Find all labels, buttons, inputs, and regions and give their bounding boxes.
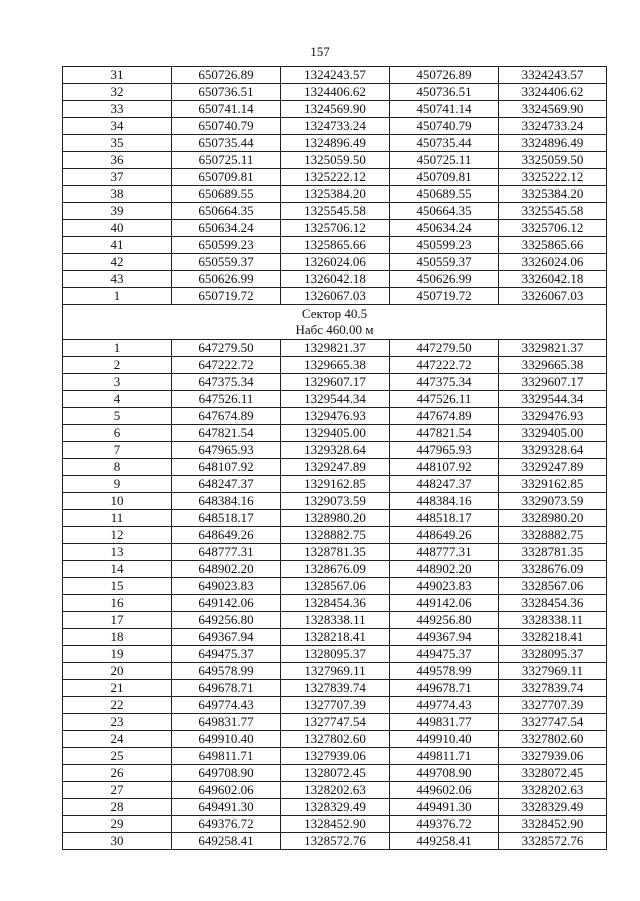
y-coord-cell: 1328095.37 xyxy=(281,646,390,663)
y-coord-cell: 1329328.64 xyxy=(281,442,390,459)
y-coord-alt-cell: 3328202.63 xyxy=(499,782,607,799)
point-number-cell: 14 xyxy=(63,561,172,578)
y-coord-alt-cell: 3326024.06 xyxy=(499,254,607,271)
y-coord-cell: 1327839.74 xyxy=(281,680,390,697)
table-row xyxy=(63,84,607,101)
y-coord-cell: 1325865.66 xyxy=(281,237,390,254)
table-row xyxy=(63,442,607,459)
x-coord-cell: 650719.72 xyxy=(172,288,281,305)
table-row xyxy=(63,595,607,612)
y-coord-alt-cell: 3324569.90 xyxy=(499,101,607,118)
point-number-cell: 41 xyxy=(63,237,172,254)
y-coord-cell: 1328452.90 xyxy=(281,816,390,833)
x-coord-alt-cell: 448384.16 xyxy=(390,493,499,510)
x-coord-cell: 649258.41 xyxy=(172,833,281,850)
point-number-cell: 15 xyxy=(63,578,172,595)
page-number: 157 xyxy=(310,44,330,59)
y-coord-alt-cell: 3329544.34 xyxy=(499,391,607,408)
x-coord-cell: 650709.81 xyxy=(172,169,281,186)
y-coord-cell: 1329247.89 xyxy=(281,459,390,476)
x-coord-cell: 648107.92 xyxy=(172,459,281,476)
y-coord-cell: 1326024.06 xyxy=(281,254,390,271)
x-coord-cell: 650626.99 xyxy=(172,271,281,288)
x-coord-cell: 650664.35 xyxy=(172,203,281,220)
y-coord-cell: 1328781.35 xyxy=(281,544,390,561)
section-subtitle: Набс 460.00 м xyxy=(295,322,374,337)
table-row xyxy=(63,254,607,271)
x-coord-alt-cell: 450559.37 xyxy=(390,254,499,271)
y-coord-alt-cell: 3329247.89 xyxy=(499,459,607,476)
x-coord-cell: 650741.14 xyxy=(172,101,281,118)
x-coord-cell: 647279.50 xyxy=(172,340,281,357)
table-row xyxy=(63,663,607,680)
y-coord-cell: 1328218.41 xyxy=(281,629,390,646)
point-number-cell: 39 xyxy=(63,203,172,220)
table-body-top xyxy=(63,67,607,305)
y-coord-alt-cell: 3325059.50 xyxy=(499,152,607,169)
x-coord-alt-cell: 450689.55 xyxy=(390,186,499,203)
table-row xyxy=(63,646,607,663)
y-coord-cell: 1328980.20 xyxy=(281,510,390,527)
y-coord-cell: 1327802.60 xyxy=(281,731,390,748)
point-number-cell: 9 xyxy=(63,476,172,493)
x-coord-cell: 650740.79 xyxy=(172,118,281,135)
x-coord-cell: 648902.20 xyxy=(172,561,281,578)
y-coord-alt-cell: 3327747.54 xyxy=(499,714,607,731)
point-number-cell: 1 xyxy=(63,288,172,305)
y-coord-alt-cell: 3324733.24 xyxy=(499,118,607,135)
x-coord-cell: 649602.06 xyxy=(172,782,281,799)
y-coord-alt-cell: 3328338.11 xyxy=(499,612,607,629)
x-coord-alt-cell: 448777.31 xyxy=(390,544,499,561)
table-row xyxy=(63,391,607,408)
point-number-cell: 8 xyxy=(63,459,172,476)
x-coord-alt-cell: 450719.72 xyxy=(390,288,499,305)
x-coord-cell: 647965.93 xyxy=(172,442,281,459)
y-coord-alt-cell: 3329607.17 xyxy=(499,374,607,391)
y-coord-alt-cell: 3325545.58 xyxy=(499,203,607,220)
point-number-cell: 22 xyxy=(63,697,172,714)
y-coord-cell: 1326042.18 xyxy=(281,271,390,288)
x-coord-cell: 649774.43 xyxy=(172,697,281,714)
point-number-cell: 18 xyxy=(63,629,172,646)
point-number-cell: 16 xyxy=(63,595,172,612)
y-coord-alt-cell: 3324896.49 xyxy=(499,135,607,152)
x-coord-cell: 649142.06 xyxy=(172,595,281,612)
point-number-cell: 3 xyxy=(63,374,172,391)
point-number-cell: 20 xyxy=(63,663,172,680)
x-coord-cell: 649491.30 xyxy=(172,799,281,816)
point-number-cell: 33 xyxy=(63,101,172,118)
x-coord-alt-cell: 449831.77 xyxy=(390,714,499,731)
table-row xyxy=(63,680,607,697)
table-row xyxy=(63,697,607,714)
y-coord-alt-cell: 3328095.37 xyxy=(499,646,607,663)
y-coord-alt-cell: 3328454.36 xyxy=(499,595,607,612)
x-coord-cell: 647674.89 xyxy=(172,408,281,425)
y-coord-cell: 1325706.12 xyxy=(281,220,390,237)
point-number-cell: 24 xyxy=(63,731,172,748)
y-coord-cell: 1324406.62 xyxy=(281,84,390,101)
table-row xyxy=(63,237,607,254)
x-coord-alt-cell: 447375.34 xyxy=(390,374,499,391)
y-coord-cell: 1329665.38 xyxy=(281,357,390,374)
x-coord-alt-cell: 450736.51 xyxy=(390,84,499,101)
x-coord-alt-cell: 447965.93 xyxy=(390,442,499,459)
table-row xyxy=(63,765,607,782)
table-row xyxy=(63,135,607,152)
point-number-cell: 12 xyxy=(63,527,172,544)
section-header xyxy=(63,305,607,340)
point-number-cell: 31 xyxy=(63,67,172,84)
x-coord-alt-cell: 449256.80 xyxy=(390,612,499,629)
x-coord-cell: 647375.34 xyxy=(172,374,281,391)
y-coord-alt-cell: 3327969.11 xyxy=(499,663,607,680)
table-row xyxy=(63,169,607,186)
y-coord-alt-cell: 3329162.85 xyxy=(499,476,607,493)
y-coord-cell: 1329405.00 xyxy=(281,425,390,442)
y-coord-cell: 1324243.57 xyxy=(281,67,390,84)
table-row xyxy=(63,544,607,561)
x-coord-cell: 650689.55 xyxy=(172,186,281,203)
y-coord-cell: 1328454.36 xyxy=(281,595,390,612)
point-number-cell: 28 xyxy=(63,799,172,816)
table-row xyxy=(63,101,607,118)
point-number-cell: 1 xyxy=(63,340,172,357)
x-coord-alt-cell: 448649.26 xyxy=(390,527,499,544)
y-coord-alt-cell: 3328980.20 xyxy=(499,510,607,527)
x-coord-alt-cell: 450626.99 xyxy=(390,271,499,288)
x-coord-cell: 650725.11 xyxy=(172,152,281,169)
x-coord-cell: 647821.54 xyxy=(172,425,281,442)
table-row xyxy=(63,67,607,84)
y-coord-cell: 1329607.17 xyxy=(281,374,390,391)
x-coord-cell: 649811.71 xyxy=(172,748,281,765)
point-number-cell: 43 xyxy=(63,271,172,288)
x-coord-alt-cell: 450664.35 xyxy=(390,203,499,220)
y-coord-alt-cell: 3325222.12 xyxy=(499,169,607,186)
y-coord-alt-cell: 3327802.60 xyxy=(499,731,607,748)
table-row xyxy=(63,271,607,288)
x-coord-alt-cell: 449811.71 xyxy=(390,748,499,765)
point-number-cell: 32 xyxy=(63,84,172,101)
table-row xyxy=(63,629,607,646)
point-number-cell: 6 xyxy=(63,425,172,442)
point-number-cell: 4 xyxy=(63,391,172,408)
table-row xyxy=(63,748,607,765)
y-coord-cell: 1328567.06 xyxy=(281,578,390,595)
y-coord-alt-cell: 3328072.45 xyxy=(499,765,607,782)
x-coord-cell: 650735.44 xyxy=(172,135,281,152)
y-coord-cell: 1329073.59 xyxy=(281,493,390,510)
x-coord-alt-cell: 449491.30 xyxy=(390,799,499,816)
table-row xyxy=(63,288,607,305)
table-row xyxy=(63,833,607,850)
table-row xyxy=(63,118,607,135)
y-coord-cell: 1327969.11 xyxy=(281,663,390,680)
y-coord-cell: 1328072.45 xyxy=(281,765,390,782)
table-row xyxy=(63,510,607,527)
x-coord-alt-cell: 450741.14 xyxy=(390,101,499,118)
section-cell xyxy=(63,305,607,340)
y-coord-alt-cell: 3329073.59 xyxy=(499,493,607,510)
y-coord-alt-cell: 3329665.38 xyxy=(499,357,607,374)
point-number-cell: 2 xyxy=(63,357,172,374)
point-number-cell: 5 xyxy=(63,408,172,425)
table-row xyxy=(63,408,607,425)
table-body-bottom xyxy=(63,340,607,850)
x-coord-cell: 650736.51 xyxy=(172,84,281,101)
y-coord-cell: 1324896.49 xyxy=(281,135,390,152)
table-row xyxy=(63,476,607,493)
x-coord-cell: 648384.16 xyxy=(172,493,281,510)
x-coord-cell: 647526.11 xyxy=(172,391,281,408)
y-coord-alt-cell: 3328781.35 xyxy=(499,544,607,561)
y-coord-alt-cell: 3329405.00 xyxy=(499,425,607,442)
point-number-cell: 13 xyxy=(63,544,172,561)
x-coord-alt-cell: 450725.11 xyxy=(390,152,499,169)
x-coord-cell: 649910.40 xyxy=(172,731,281,748)
x-coord-alt-cell: 449142.06 xyxy=(390,595,499,612)
y-coord-cell: 1325059.50 xyxy=(281,152,390,169)
point-number-cell: 25 xyxy=(63,748,172,765)
table-row xyxy=(63,357,607,374)
x-coord-alt-cell: 450709.81 xyxy=(390,169,499,186)
x-coord-cell: 648518.17 xyxy=(172,510,281,527)
y-coord-cell: 1328882.75 xyxy=(281,527,390,544)
y-coord-alt-cell: 3328567.06 xyxy=(499,578,607,595)
x-coord-cell: 649023.83 xyxy=(172,578,281,595)
point-number-cell: 26 xyxy=(63,765,172,782)
point-number-cell: 30 xyxy=(63,833,172,850)
y-coord-cell: 1329544.34 xyxy=(281,391,390,408)
y-coord-cell: 1325222.12 xyxy=(281,169,390,186)
point-number-cell: 36 xyxy=(63,152,172,169)
y-coord-cell: 1327747.54 xyxy=(281,714,390,731)
y-coord-cell: 1328329.49 xyxy=(281,799,390,816)
point-number-cell: 21 xyxy=(63,680,172,697)
x-coord-alt-cell: 448247.37 xyxy=(390,476,499,493)
x-coord-alt-cell: 449023.83 xyxy=(390,578,499,595)
y-coord-alt-cell: 3328329.49 xyxy=(499,799,607,816)
section-title: Сектор 40.5 xyxy=(301,306,368,321)
point-number-cell: 34 xyxy=(63,118,172,135)
x-coord-cell: 647222.72 xyxy=(172,357,281,374)
x-coord-cell: 649578.99 xyxy=(172,663,281,680)
y-coord-cell: 1325384.20 xyxy=(281,186,390,203)
table-row xyxy=(63,220,607,237)
y-coord-cell: 1329821.37 xyxy=(281,340,390,357)
x-coord-cell: 648649.26 xyxy=(172,527,281,544)
point-number-cell: 10 xyxy=(63,493,172,510)
y-coord-alt-cell: 3329821.37 xyxy=(499,340,607,357)
table-row xyxy=(63,612,607,629)
y-coord-cell: 1326067.03 xyxy=(281,288,390,305)
y-coord-alt-cell: 3325384.20 xyxy=(499,186,607,203)
x-coord-alt-cell: 449910.40 xyxy=(390,731,499,748)
y-coord-alt-cell: 3328572.76 xyxy=(499,833,607,850)
x-coord-alt-cell: 449708.90 xyxy=(390,765,499,782)
x-coord-alt-cell: 448902.20 xyxy=(390,561,499,578)
x-coord-alt-cell: 447222.72 xyxy=(390,357,499,374)
y-coord-alt-cell: 3328218.41 xyxy=(499,629,607,646)
y-coord-alt-cell: 3327839.74 xyxy=(499,680,607,697)
x-coord-alt-cell: 450735.44 xyxy=(390,135,499,152)
x-coord-alt-cell: 448107.92 xyxy=(390,459,499,476)
x-coord-alt-cell: 449678.71 xyxy=(390,680,499,697)
x-coord-alt-cell: 450634.24 xyxy=(390,220,499,237)
x-coord-cell: 650559.37 xyxy=(172,254,281,271)
y-coord-alt-cell: 3326067.03 xyxy=(499,288,607,305)
table-row xyxy=(63,152,607,169)
x-coord-alt-cell: 449258.41 xyxy=(390,833,499,850)
point-number-cell: 42 xyxy=(63,254,172,271)
x-coord-alt-cell: 449475.37 xyxy=(390,646,499,663)
y-coord-alt-cell: 3329476.93 xyxy=(499,408,607,425)
y-coord-alt-cell: 3329328.64 xyxy=(499,442,607,459)
x-coord-alt-cell: 449774.43 xyxy=(390,697,499,714)
x-coord-alt-cell: 449602.06 xyxy=(390,782,499,799)
point-number-cell: 27 xyxy=(63,782,172,799)
x-coord-cell: 649475.37 xyxy=(172,646,281,663)
y-coord-cell: 1328338.11 xyxy=(281,612,390,629)
y-coord-cell: 1329476.93 xyxy=(281,408,390,425)
x-coord-cell: 650634.24 xyxy=(172,220,281,237)
point-number-cell: 35 xyxy=(63,135,172,152)
table-row xyxy=(63,374,607,391)
x-coord-cell: 650726.89 xyxy=(172,67,281,84)
table-row xyxy=(63,782,607,799)
x-coord-cell: 650599.23 xyxy=(172,237,281,254)
x-coord-cell: 649831.77 xyxy=(172,714,281,731)
y-coord-alt-cell: 3325706.12 xyxy=(499,220,607,237)
y-coord-alt-cell: 3328452.90 xyxy=(499,816,607,833)
table-row xyxy=(63,459,607,476)
y-coord-alt-cell: 3326042.18 xyxy=(499,271,607,288)
table-row xyxy=(63,561,607,578)
y-coord-alt-cell: 3327707.39 xyxy=(499,697,607,714)
table-row xyxy=(63,527,607,544)
y-coord-cell: 1327939.06 xyxy=(281,748,390,765)
table-row xyxy=(63,425,607,442)
x-coord-alt-cell: 450599.23 xyxy=(390,237,499,254)
x-coord-cell: 648777.31 xyxy=(172,544,281,561)
section-row xyxy=(63,305,607,340)
y-coord-alt-cell: 3328882.75 xyxy=(499,527,607,544)
x-coord-cell: 649376.72 xyxy=(172,816,281,833)
y-coord-cell: 1325545.58 xyxy=(281,203,390,220)
x-coord-alt-cell: 447674.89 xyxy=(390,408,499,425)
point-number-cell: 11 xyxy=(63,510,172,527)
point-number-cell: 17 xyxy=(63,612,172,629)
table-row xyxy=(63,714,607,731)
y-coord-alt-cell: 3328676.09 xyxy=(499,561,607,578)
x-coord-cell: 649367.94 xyxy=(172,629,281,646)
y-coord-alt-cell: 3325865.66 xyxy=(499,237,607,254)
table-row xyxy=(63,203,607,220)
y-coord-alt-cell: 3324243.57 xyxy=(499,67,607,84)
y-coord-cell: 1328676.09 xyxy=(281,561,390,578)
y-coord-cell: 1324733.24 xyxy=(281,118,390,135)
point-number-cell: 37 xyxy=(63,169,172,186)
x-coord-alt-cell: 449578.99 xyxy=(390,663,499,680)
y-coord-cell: 1328572.76 xyxy=(281,833,390,850)
point-number-cell: 38 xyxy=(63,186,172,203)
point-number-cell: 19 xyxy=(63,646,172,663)
point-number-cell: 40 xyxy=(63,220,172,237)
table-row xyxy=(63,493,607,510)
table-row xyxy=(63,578,607,595)
x-coord-cell: 649708.90 xyxy=(172,765,281,782)
point-number-cell: 29 xyxy=(63,816,172,833)
table-row xyxy=(63,340,607,357)
x-coord-alt-cell: 447526.11 xyxy=(390,391,499,408)
y-coord-cell: 1327707.39 xyxy=(281,697,390,714)
x-coord-alt-cell: 447279.50 xyxy=(390,340,499,357)
y-coord-cell: 1324569.90 xyxy=(281,101,390,118)
y-coord-cell: 1329162.85 xyxy=(281,476,390,493)
table-row xyxy=(63,816,607,833)
table-row xyxy=(63,799,607,816)
x-coord-alt-cell: 450740.79 xyxy=(390,118,499,135)
table-row xyxy=(63,186,607,203)
x-coord-cell: 648247.37 xyxy=(172,476,281,493)
y-coord-alt-cell: 3324406.62 xyxy=(499,84,607,101)
x-coord-cell: 649678.71 xyxy=(172,680,281,697)
x-coord-cell: 649256.80 xyxy=(172,612,281,629)
point-number-cell: 7 xyxy=(63,442,172,459)
x-coord-alt-cell: 448518.17 xyxy=(390,510,499,527)
x-coord-alt-cell: 447821.54 xyxy=(390,425,499,442)
x-coord-alt-cell: 449376.72 xyxy=(390,816,499,833)
coordinates-table xyxy=(62,66,607,850)
x-coord-alt-cell: 449367.94 xyxy=(390,629,499,646)
y-coord-cell: 1328202.63 xyxy=(281,782,390,799)
x-coord-alt-cell: 450726.89 xyxy=(390,67,499,84)
y-coord-alt-cell: 3327939.06 xyxy=(499,748,607,765)
point-number-cell: 23 xyxy=(63,714,172,731)
table-row xyxy=(63,731,607,748)
